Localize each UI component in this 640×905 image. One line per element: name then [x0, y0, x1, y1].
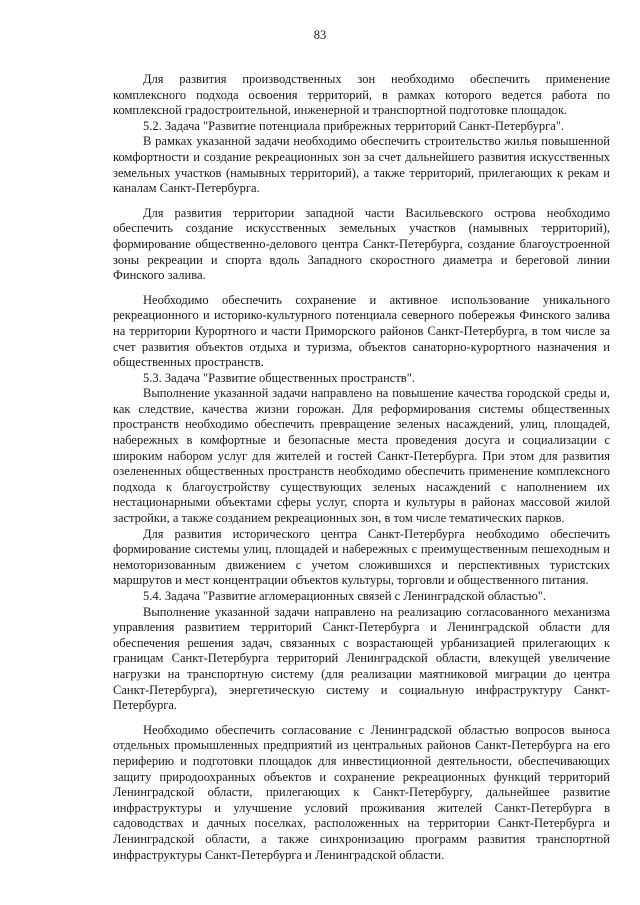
heading-task-5-4: 5.4. Задача "Развитие агломерационных связей с Ленинградской областью". — [143, 589, 547, 603]
paragraph-leningrad-coordination: Необходимо обеспечить согласование с Ленинградской областью вопросов выноса отдельных промышленных предприятий из центральных районов Санкт-Петербурга на его периферию и подготовки площадок для инвестиционной деятельности, обеспечивающих защиту природоохранных объектов и сохранение рекреационных функций территорий Ленинградской области, прилегающих к Санкт-Петербургу, дальнейшее развитие инфраструктуры и улучшение условий проживания жителей Санкт-Петербурга в садоводствах и дачных поселках, расположенных на территории Санкт-Петербурга и Ленинградской области, а также синхронизацию программ развития транспортной инфраструктуры Санкт-Петербурга и Ленинградской области. — [113, 722, 610, 862]
paragraph-public-spaces: Выполнение указанной задачи направлено на повышение качества городской среды и, как следствие, качества жизни горожан. Для реформирования системы общественных пространств необходимо обеспечить превращение зеленых насаждений, улиц, площадей, набережных в комфортные и безопасные места проведения досуга и социализации с широким набором услуг для жителей и гостей Санкт-Петербурга. При этом для развития озелененных общественных пространств необходимо обеспечить применение комплексного подхода к благоустройству существующих зеленых насаждений с наполнением их нестационарными объектами сферы услуг, спорта и культуры в районах массовой жилой застройки, а также созданием рекреационных зон, в том числе тематических парков. — [113, 386, 610, 526]
page-number: 83 — [313, 28, 327, 42]
document-body — [113, 72, 610, 863]
paragraph-agglomeration: Выполнение указанной задачи направлено на реализацию согласованного механизма управления развитием территорий Санкт-Петербурга и Ленинградской области для обеспечения решения задач, связанных с возрастающей урбанизацией прилегающих к границам Санкт-Петербурга территорий Ленинградской области, влекущей увеличение нагрузки на транспортную систему (для реализации маятниковой миграции до центра Санкт-Петербурга), энергетическую систему и социальную инфраструктуру Санкт-Петербурга. — [113, 604, 610, 713]
paragraph-industrial-zones: Для развития производственных зон необходимо обеспечить применение комплексного подхода освоения территорий, в рамках которого ведется работа по комплексной градостроительной, инженерной и транспортной подготовке площадок. — [113, 72, 610, 118]
heading-task-5-3: 5.3. Задача "Развитие общественных пространств". — [143, 370, 415, 385]
heading-task-5-2: 5.2. Задача "Развитие потенциала прибрежных территорий Санкт-Петербурга". — [143, 118, 565, 133]
paragraph-historic-center: Для развития исторического центра Санкт-Петербурга необходимо обеспечить формирование системы улиц, площадей и набережных с преимущественным пешеходным и немоторизованным движением с учетом сложившихся и перспективных туристских маршрутов и мест концентрации объектов культуры, торговли и общественного питания. — [113, 526, 610, 588]
paragraph-coastal-housing: В рамках указанной задачи необходимо обеспечить строительство жилья повышенной комфортности и создание рекреационных зон за счет дальнейшего развития искусственных земельных участков (намывных территорий), а также территорий, прилегающих к рекам и каналам Санкт-Петербурга. — [113, 134, 610, 196]
paragraph-vasilievsky-island: Для развития территории западной части Васильевского острова необходимо обеспечить создание искусственных земельных участков (намывных территорий), формирование общественно-делового центра Санкт-Петербурга, создание благоустроенной зоны рекреации и спорта вдоль Западного скоростного диаметра и береговой линии Финского залива. — [113, 205, 610, 283]
paragraph-gulf-coast: Необходимо обеспечить сохранение и активное использование уникального рекреационного и историко-культурного потенциала северного побережья Финского залива на территории Курортного и части Приморского районов Санкт-Петербурга, в том числе за счет развития объектов отдыха и туризма, объектов санаторно-курортного назначения и общественных пространств. — [113, 292, 610, 370]
